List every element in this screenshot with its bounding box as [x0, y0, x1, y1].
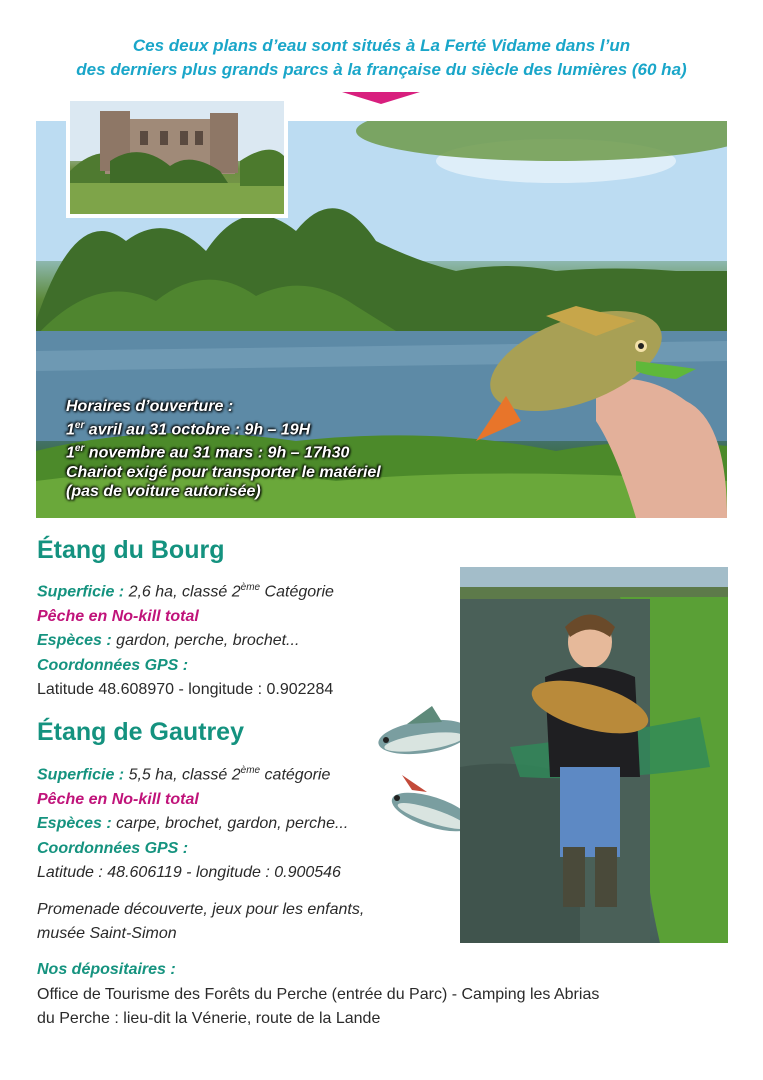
- intro-text: [0, 34, 763, 82]
- hours-line-1: [66, 416, 381, 439]
- chateau-photo: [70, 101, 284, 214]
- bourg-surface: [37, 576, 334, 605]
- bourg-surface-sup: ème: [240, 582, 261, 593]
- gautrey-info: [37, 759, 364, 947]
- gautrey-surface: [37, 759, 364, 788]
- gautrey-species-label: Espèces :: [37, 815, 112, 833]
- hours-line-1-sup: er: [74, 420, 85, 431]
- bourg-nokill: Pêche en No-kill total: [37, 607, 199, 625]
- depositaires-line-2: du Perche : lieu-dit la Vénerie, route de la Lande: [37, 1010, 381, 1027]
- depositaires-section: [37, 958, 599, 1032]
- hours-title: Horaires d’ouverture :: [66, 398, 234, 415]
- gautrey-surface-label: Superficie :: [37, 766, 125, 784]
- bourg-title: Étang du Bourg: [37, 536, 225, 564]
- hours-line-2-day: 1: [66, 444, 75, 462]
- hours-line-1-text: avril au 31 octobre : 9h – 19H: [84, 421, 311, 439]
- gautrey-species: [37, 812, 364, 837]
- hours-line-3: Chariot exigé pour transporter le matériel: [66, 463, 381, 481]
- gautrey-promenade-2: musée Saint-Simon: [37, 925, 177, 943]
- gautrey-surface-category: catégorie: [260, 766, 331, 784]
- depositaires-line-1: Office de Tourisme des Forêts du Perche (entrée du Parc) - Camping les Abrias: [37, 985, 600, 1003]
- boy-carp-photo: [460, 567, 728, 943]
- bourg-gps: Latitude 48.608970 - longitude : 0.902284: [37, 681, 334, 699]
- intro-line-2: des derniers plus grands parcs à la française du siècle des lumières (60 ha): [76, 60, 687, 79]
- bourg-gps-label: Coordonnées GPS :: [37, 656, 189, 674]
- gautrey-gps: Latitude : 48.606119 - longitude : 0.900546: [37, 864, 341, 882]
- bourg-surface-category: Catégorie: [260, 583, 334, 601]
- gautrey-promenade-1: Promenade découverte, jeux pour les enfants,: [37, 900, 365, 918]
- depositaires-label: Nos dépositaires :: [37, 961, 176, 978]
- bourg-surface-label: Superficie :: [37, 583, 125, 601]
- hours-line-4: (pas de voiture autorisée): [66, 482, 261, 500]
- bourg-species-label: Espèces :: [37, 632, 112, 650]
- bourg-surface-value: 2,6 ha, classé 2: [124, 583, 241, 601]
- down-arrow-icon: [342, 92, 420, 104]
- gautrey-species-value: carpe, brochet, gardon, perche...: [111, 815, 349, 833]
- bourg-species: [37, 629, 334, 654]
- hours-line-2-text: novembre au 31 mars : 9h – 17h30: [84, 444, 350, 462]
- hours-line-1-day: 1: [66, 421, 75, 439]
- gautrey-title: Étang de Gautrey: [37, 718, 244, 746]
- gautrey-nokill: Pêche en No-kill total: [37, 790, 199, 808]
- bourg-species-value: gardon, perche, brochet...: [111, 632, 300, 650]
- gautrey-surface-value: 5,5 ha, classé 2: [124, 766, 241, 784]
- chateau-photo-frame: [66, 97, 288, 218]
- hours-line-2-sup: er: [74, 443, 85, 455]
- bourg-info: [37, 576, 334, 703]
- gautrey-surface-sup: ème: [240, 765, 261, 776]
- gautrey-gps-label: Coordonnées GPS :: [37, 839, 189, 857]
- intro-line-1: Ces deux plans d’eau sont situés à La Ferté Vidame dans l’un: [132, 36, 631, 55]
- opening-hours: [66, 397, 381, 501]
- hours-line-2: [66, 439, 381, 462]
